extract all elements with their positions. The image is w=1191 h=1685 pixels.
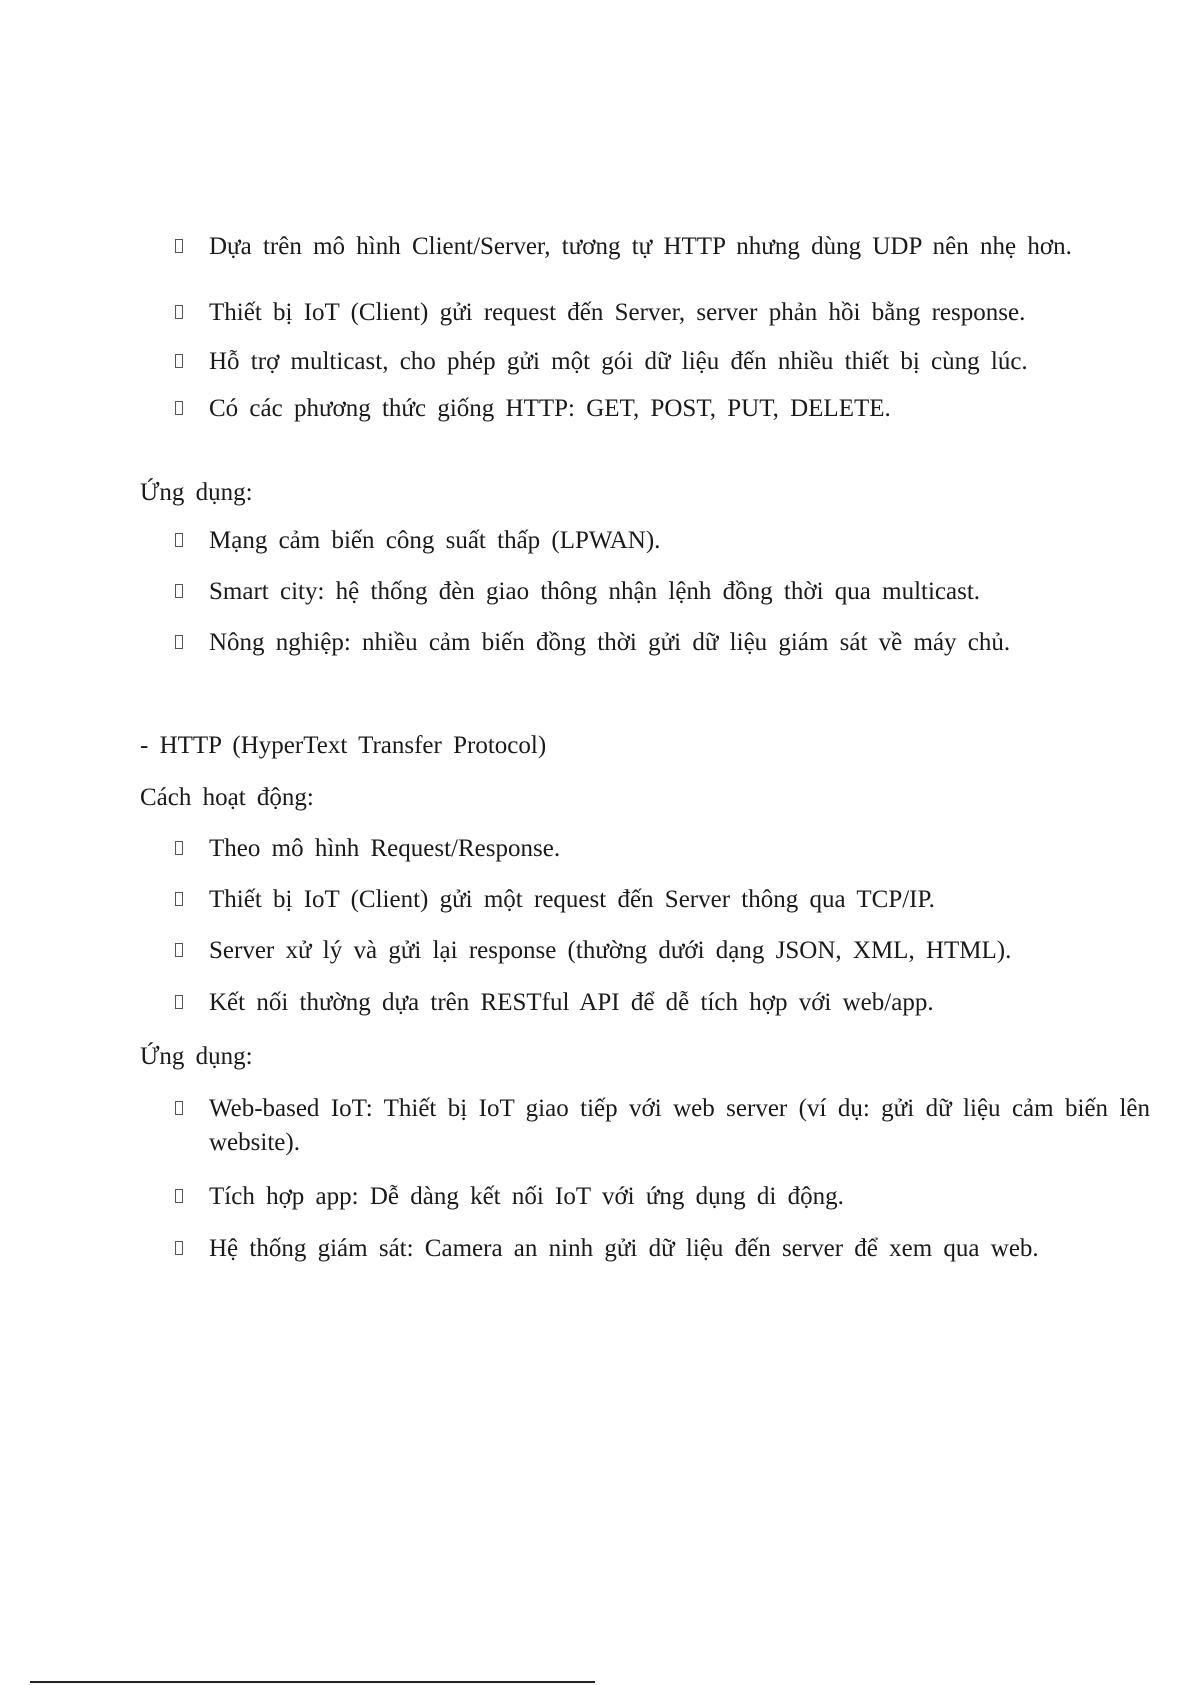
list-item <box>175 575 1150 609</box>
list-item <box>175 832 1150 866</box>
bullet-text: Thiết bị IoT (Client) gửi request đến Server, server phản hồi bằng response. <box>209 299 1026 326</box>
list-item <box>175 986 1150 1020</box>
bullet-text: Nông nghiệp: nhiều cảm biến đồng thời gửi dữ liệu giám sát về máy chủ. <box>209 629 1011 656</box>
list-item <box>175 934 1150 968</box>
bullet-text: Thiết bị IoT (Client) gửi một request đến Server thông qua TCP/IP. <box>209 886 935 913</box>
list-item <box>175 296 1150 330</box>
bullet-text: Tích hợp app: Dễ dàng kết nối IoT với ứng dụng di động. <box>209 1183 844 1210</box>
list-item <box>175 626 1150 660</box>
list-item <box>175 345 1150 379</box>
section-heading: - HTTP (HyperText Transfer Protocol) <box>140 732 547 759</box>
section-label: Cách hoạt động: <box>140 784 314 811</box>
list-item <box>175 1180 1150 1214</box>
bullet-icon <box>175 943 183 957</box>
bullet-icon <box>175 635 183 649</box>
bullet-icon <box>175 1101 183 1115</box>
list-item <box>175 883 1150 917</box>
bullet-icon <box>175 841 183 855</box>
bullet-text: Smart city: hệ thống đèn giao thông nhận lệnh đồng thời qua multicast. <box>209 578 981 605</box>
footnote-separator <box>30 1681 595 1683</box>
section-label: Ứng dụng: <box>140 1043 253 1070</box>
bullet-text: Có các phương thức giống HTTP: GET, POST, PUT, DELETE. <box>209 395 891 422</box>
bullet-icon <box>175 892 183 906</box>
bullet-text: Theo mô hình Request/Response. <box>209 835 561 862</box>
section-label: Ứng dụng: <box>140 479 253 506</box>
bullet-text: Server xử lý và gửi lại response (thường dưới dạng JSON, XML, HTML). <box>209 937 1012 964</box>
list-item <box>175 1232 1150 1266</box>
bullet-icon <box>175 239 183 253</box>
bullet-icon <box>175 1189 183 1203</box>
list-item <box>175 1092 1150 1160</box>
bullet-text: Hỗ trợ multicast, cho phép gửi một gói dữ liệu đến nhiều thiết bị cùng lúc. <box>209 348 1028 375</box>
bullet-icon <box>175 305 183 319</box>
bullet-text: Web-based IoT: Thiết bị IoT giao tiếp với web server (ví dụ: gửi dữ liệu cảm biến lên website). <box>209 1095 1150 1156</box>
bullet-icon <box>175 584 183 598</box>
bullet-icon <box>175 1241 183 1255</box>
bullet-icon <box>175 995 183 1009</box>
bullet-text: Kết nối thường dựa trên RESTful API để dễ tích hợp với web/app. <box>209 989 934 1016</box>
list-item <box>175 524 1150 558</box>
bullet-icon <box>175 401 183 415</box>
list-item <box>175 392 1150 426</box>
bullet-icon <box>175 533 183 547</box>
bullet-icon <box>175 354 183 368</box>
bullet-text: Hệ thống giám sát: Camera an ninh gửi dữ liệu đến server để xem qua web. <box>209 1235 1039 1262</box>
bullet-text: Dựa trên mô hình Client/Server, tương tự HTTP nhưng dùng UDP nên nhẹ hơn. <box>209 233 1072 260</box>
list-item <box>175 230 1150 298</box>
bullet-text: Mạng cảm biến công suất thấp (LPWAN). <box>209 527 661 554</box>
